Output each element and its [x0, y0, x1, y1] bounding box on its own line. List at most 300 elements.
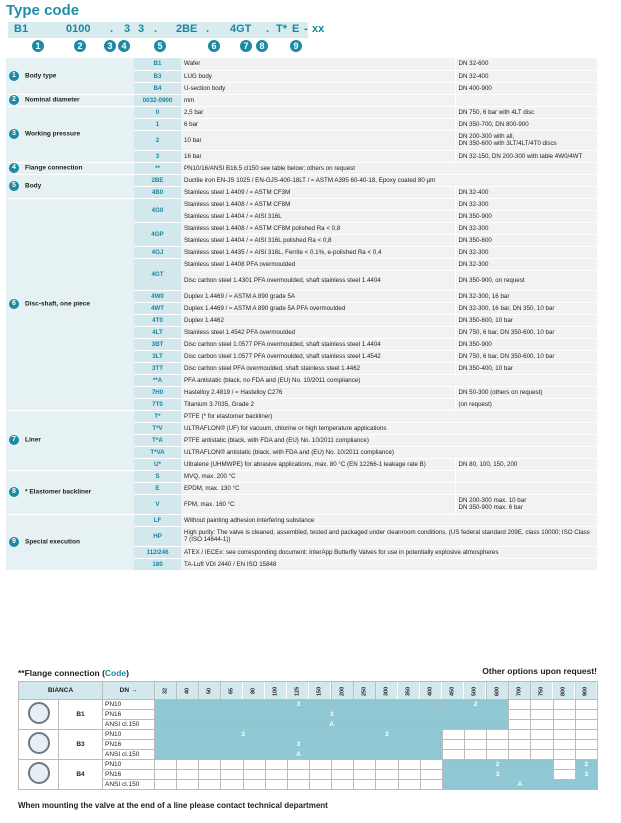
code-part: 4GT [230, 23, 252, 35]
flange-standard: ANSI cl.150 [103, 750, 155, 760]
option-description: Ductile iron EN-JS 1025 / EN-GJS-400-18LT / ≈ ASTM A395 60-40-18, Epoxy coated 80 µm [181, 174, 597, 186]
option-dn-range: DN 32-400 [455, 70, 597, 82]
group-label-text: Liner [25, 436, 41, 444]
code-number-badge: 1 [32, 40, 44, 52]
empty-cell [575, 720, 597, 730]
other-options-note: Other options upon request! [482, 666, 597, 676]
empty-cell [243, 770, 265, 780]
code-part: . [206, 23, 210, 35]
empty-cell [487, 740, 509, 750]
option-dn-range: DN 200-300 max. 10 bar DN 350-900 max. 6 bar [455, 494, 597, 514]
option-description: ULTRAFLON® (UF) for vacuum, chlorine or high temperature applications [181, 422, 597, 434]
dn-header: DN → [103, 682, 155, 700]
option-description: Titanium 3.7035, Grade 2 [181, 398, 455, 410]
group-number-badge: 1 [9, 71, 19, 81]
option-description: High purity: The valve is cleaned, assembled, tested and packaged under cleanroom conditions. (US federal standard 209E, class 10000; ISO Class 7 (ISO 14644-1)) [181, 526, 597, 546]
empty-cell [531, 750, 553, 760]
empty-cell [487, 730, 509, 740]
option-code: 4W0 [134, 290, 181, 302]
dn-value: 50 [199, 682, 221, 700]
flange-row [19, 770, 598, 780]
empty-cell [509, 750, 531, 760]
dn-value: 150 [309, 682, 331, 700]
option-code: B1 [134, 58, 181, 70]
option-code: HP [134, 526, 181, 546]
option-code: 3BT [134, 338, 181, 350]
option-dn-range: DN 400-900 [455, 82, 597, 94]
table-row [6, 58, 597, 70]
option-description: Disc carbon steel 1.4301 PFA overmoulded, shaft stainless steel 1.4404 [181, 270, 455, 290]
model-name: B1 [59, 700, 103, 730]
empty-cell [531, 740, 553, 750]
group-number-badge: 5 [9, 181, 19, 191]
empty-cell [442, 730, 464, 740]
code-part: . [266, 23, 270, 35]
empty-cell [553, 750, 575, 760]
option-description: FPM, max. 160 °C [181, 494, 455, 514]
group-number-badge: 3 [9, 129, 19, 139]
option-description: Disc carbon steel PFA overmoulded, shaft stainless steel 1.4462 [181, 362, 455, 374]
table-row [6, 106, 597, 118]
option-description: MVQ, max. 200 °C [181, 470, 455, 482]
empty-cell [487, 750, 509, 760]
empty-cell [177, 760, 199, 770]
flange-code-bar: 3 [575, 770, 597, 780]
option-code: U* [134, 458, 181, 470]
code-part: T* [276, 23, 287, 35]
empty-cell [332, 770, 354, 780]
code-number-badge: 8 [256, 40, 268, 52]
code-number-badge: 4 [118, 40, 130, 52]
butterfly-valve-icon [28, 762, 50, 784]
flange-standard: ANSI cl.150 [103, 720, 155, 730]
empty-cell [221, 780, 243, 790]
empty-cell [464, 740, 486, 750]
butterfly-valve-icon [28, 702, 50, 724]
option-description: mm [181, 94, 455, 106]
dn-value: 200 [332, 682, 354, 700]
empty-cell [221, 770, 243, 780]
flange-code-bar: 2 [332, 730, 443, 740]
code-part: B1 [14, 23, 29, 35]
option-description: Ultralene (UHMWPE) for abrasive applications, max. 80 °C (EN 12266-1 leakage rate B) [181, 458, 455, 470]
group-number-badge: 8 [9, 487, 19, 497]
dn-value: 750 [531, 682, 553, 700]
option-code: 4LT [134, 326, 181, 338]
empty-cell [531, 710, 553, 720]
empty-cell [420, 760, 442, 770]
flange-code-bar: 3 [442, 770, 553, 780]
empty-cell [309, 770, 331, 780]
empty-cell [243, 760, 265, 770]
flange-row [19, 760, 598, 770]
option-dn-range: DN 200-300 with all, DN 350-600 with 3LT/4LT/4T0 discs [455, 130, 597, 150]
empty-cell [553, 740, 575, 750]
dn-value: 400 [420, 682, 442, 700]
empty-cell [221, 760, 243, 770]
option-code: T*V [134, 422, 181, 434]
flange-standard: PN16 [103, 740, 155, 750]
option-description: Stainless steel 1.4408 / ≈ ASTM CF8M [181, 198, 455, 210]
code-number-badge: 9 [290, 40, 302, 52]
empty-cell [398, 760, 420, 770]
option-code: S [134, 470, 181, 482]
empty-cell [243, 780, 265, 790]
option-description: Stainless steel 1.4404 / ≈ AISI 316L polished Ra < 0,8 [181, 234, 455, 246]
dn-value: 40 [177, 682, 199, 700]
flange-code-bar: A [155, 750, 443, 760]
empty-cell [376, 760, 398, 770]
dn-value: 350 [398, 682, 420, 700]
option-description: Without painting adhesion interfering substance [181, 514, 597, 526]
group-label [6, 174, 134, 198]
empty-cell [509, 710, 531, 720]
empty-cell [442, 750, 464, 760]
option-description: Duplex 1.4469 / ≈ ASTM A 890 grade 5A PFA overmoulded [181, 302, 455, 314]
empty-cell [575, 700, 597, 710]
option-dn-range: DN 350-900 [455, 338, 597, 350]
flange-standard: PN16 [103, 710, 155, 720]
empty-cell [287, 770, 309, 780]
option-code: 3LT [134, 350, 181, 362]
empty-cell [531, 730, 553, 740]
group-label-text: Flange connection [25, 164, 83, 172]
option-code: 112/246 [134, 546, 181, 558]
group-label-text: * Elastomer backliner [25, 488, 92, 496]
brand-header: BIANCA [19, 682, 103, 700]
option-code: 4B0 [134, 186, 181, 198]
option-description: Duplex 1.4469 / ≈ ASTM A 890 grade 5A [181, 290, 455, 302]
option-description: U-section body [181, 82, 455, 94]
flange-code-bar: 3 [155, 710, 509, 720]
dn-value: 80 [243, 682, 265, 700]
dn-value: 800 [553, 682, 575, 700]
empty-cell [420, 770, 442, 780]
option-code: 2BE [134, 174, 181, 186]
group-number-badge: 7 [9, 435, 19, 445]
empty-cell [509, 700, 531, 710]
option-dn-range: DN 32-400 [455, 186, 597, 198]
code-number-badge: 6 [208, 40, 220, 52]
option-code: 2 [134, 130, 181, 150]
table-row [6, 198, 597, 210]
option-code: 180 [134, 558, 181, 570]
option-code: 1 [134, 118, 181, 130]
table-row [6, 174, 597, 186]
option-code: B4 [134, 82, 181, 94]
empty-cell [420, 780, 442, 790]
option-dn-range: DN 32-300 [455, 246, 597, 258]
option-code: 7T0 [134, 398, 181, 410]
empty-cell [155, 780, 177, 790]
empty-cell [575, 740, 597, 750]
empty-cell [553, 710, 575, 720]
option-dn-range: DN 50-300 (others on request) [455, 386, 597, 398]
flange-code-bar: 2 [442, 700, 508, 710]
option-code: 4WT [134, 302, 181, 314]
flange-header-row [19, 682, 598, 700]
option-description: Stainless steel 1.4435 / ≈ AISI 316L, Ferrite < 0.1%, e-polished Ra < 0,4 [181, 246, 455, 258]
option-dn-range [455, 470, 597, 482]
empty-cell [464, 730, 486, 740]
type-code-bar [8, 22, 325, 38]
code-part: . [154, 23, 158, 35]
empty-cell [509, 730, 531, 740]
option-dn-range: DN 750, 6 bar with 4LT disc [455, 106, 597, 118]
dn-value: 700 [509, 682, 531, 700]
group-label-text: Special execution [25, 538, 80, 546]
group-label-text: Nominal diameter [25, 96, 80, 104]
option-code: **A [134, 374, 181, 386]
group-label [6, 94, 134, 106]
option-description: Duplex 1.4462 [181, 314, 455, 326]
table-row [6, 94, 597, 106]
footer-note: When mounting the valve at the end of a line please contact technical department [18, 801, 328, 810]
empty-cell [509, 740, 531, 750]
empty-cell [332, 760, 354, 770]
code-number-badge: 2 [74, 40, 86, 52]
option-code: 4GT [134, 258, 181, 290]
option-dn-range [455, 482, 597, 494]
flange-code-bar: 3 [155, 730, 332, 740]
option-description: Stainless steel 1.4404 / ≈ AISI 316L [181, 210, 455, 222]
code-number-badge: 7 [240, 40, 252, 52]
table-row [6, 410, 597, 422]
code-number-badge: 3 [104, 40, 116, 52]
option-dn-range: DN 80, 100, 150, 200 [455, 458, 597, 470]
option-dn-range: DN 350-400, 10 bar [455, 362, 597, 374]
option-dn-range: DN 32-300, 16 bar [455, 290, 597, 302]
group-number-badge: 9 [9, 537, 19, 547]
empty-cell [354, 760, 376, 770]
option-dn-range: DN 750, 6 bar, DN 350-600, 10 bar [455, 350, 597, 362]
group-label [6, 198, 134, 410]
empty-cell [553, 770, 575, 780]
model-name: B3 [59, 730, 103, 760]
group-label [6, 470, 134, 514]
option-description: 16 bar [181, 150, 455, 162]
option-code: 0032-0900 [134, 94, 181, 106]
option-description: Stainless steel 1.4409 / ≈ ASTM CF3M [181, 186, 455, 198]
option-description: Stainless steel 1.4408 / ≈ ASTM CF8M polished Ra < 0,8 [181, 222, 455, 234]
valve-icon [19, 760, 59, 790]
empty-cell [354, 770, 376, 780]
empty-cell [531, 720, 553, 730]
flange-code-bar: A [155, 720, 509, 730]
dn-value: 500 [464, 682, 486, 700]
dn-value: 300 [376, 682, 398, 700]
empty-cell [332, 780, 354, 790]
empty-cell [464, 750, 486, 760]
option-code: T*VA [134, 446, 181, 458]
option-dn-range: DN 750, 6 bar, DN 350-600, 10 bar [455, 326, 597, 338]
group-label-text: Working pressure [25, 130, 81, 138]
option-code: 3 [134, 150, 181, 162]
option-code: T* [134, 410, 181, 422]
empty-cell [553, 700, 575, 710]
flange-row [19, 730, 598, 740]
flange-code-bar: 2 [575, 760, 597, 770]
empty-cell [354, 780, 376, 790]
flange-row [19, 710, 598, 720]
option-description: Stainless steel 1.4408 PFA overmoulded [181, 258, 455, 270]
option-code: E [134, 482, 181, 494]
group-label [6, 162, 134, 174]
option-description: PTFE (* for elastomer backliner) [181, 410, 597, 422]
option-description: Hastelloy 2.4819 / ≈ Hastelloy C276 [181, 386, 455, 398]
empty-cell [309, 780, 331, 790]
option-dn-range: DN 32-150, DN 200-300 with table 4W0/4WT [455, 150, 597, 162]
flange-standard: PN10 [103, 700, 155, 710]
flange-row [19, 750, 598, 760]
flange-row [19, 780, 598, 790]
flange-code-bar: 3 [155, 700, 443, 710]
empty-cell [575, 710, 597, 720]
model-name: B4 [59, 760, 103, 790]
dn-value: 125 [287, 682, 309, 700]
dn-value: 450 [442, 682, 464, 700]
code-part: 3 [138, 23, 145, 35]
option-code: 7H0 [134, 386, 181, 398]
empty-cell [177, 780, 199, 790]
table-row [6, 514, 597, 526]
option-code: ** [134, 162, 181, 174]
option-dn-range: DN 350-900 [455, 210, 597, 222]
option-description: 6 bar [181, 118, 455, 130]
flange-code-bar: 2 [442, 760, 553, 770]
page-title: Type code [6, 2, 80, 19]
empty-cell [265, 770, 287, 780]
flange-connection-title: **Flange connection (Code) [18, 668, 129, 678]
option-dn-range: DN 350-600 [455, 234, 597, 246]
table-row [6, 162, 597, 174]
group-label [6, 410, 134, 470]
option-code: 0 [134, 106, 181, 118]
option-description: ATEX / IECEx: see corresponding document: InterApp Butterfly Valves for use in potentially explosive atmospheres [181, 546, 597, 558]
option-description: PN10/16/ANSI B16.5 cl150 see table below; others on request [181, 162, 597, 174]
code-part: E [292, 23, 300, 35]
dn-value: 65 [221, 682, 243, 700]
flange-row [19, 700, 598, 710]
empty-cell [177, 770, 199, 780]
empty-cell [265, 780, 287, 790]
option-code: 4GP [134, 222, 181, 246]
option-dn-range: DN 32-300, 16 bar, DN 350, 10 bar [455, 302, 597, 314]
type-code-table [6, 58, 597, 571]
option-code: B3 [134, 70, 181, 82]
empty-cell [287, 780, 309, 790]
flange-standard: ANSI cl.150 [103, 780, 155, 790]
empty-cell [531, 700, 553, 710]
code-number-badge: 5 [154, 40, 166, 52]
group-number-badge: 2 [9, 95, 19, 105]
option-code: 3TT [134, 362, 181, 374]
option-description: PFA antistatic (black, no FDA and (EU) No. 10/2011 compliance) [181, 374, 597, 386]
group-label [6, 514, 134, 570]
option-code: V [134, 494, 181, 514]
option-dn-range: DN 32-600 [455, 58, 597, 70]
option-dn-range: DN 32-300 [455, 222, 597, 234]
option-description: LUG body [181, 70, 455, 82]
group-label-text: Disc-shaft, one piece [25, 300, 91, 308]
dn-value: 32 [155, 682, 177, 700]
option-description: PTFE antistatic (black, with FDA and (EU) No. 10/2011 compliance) [181, 434, 597, 446]
option-dn-range: DN 350-600, 10 bar [455, 314, 597, 326]
empty-cell [376, 780, 398, 790]
valve-icon [19, 730, 59, 760]
option-code: 4T0 [134, 314, 181, 326]
butterfly-valve-icon [28, 732, 50, 754]
empty-cell [155, 770, 177, 780]
empty-cell [553, 730, 575, 740]
dn-value: 100 [265, 682, 287, 700]
empty-cell [265, 760, 287, 770]
option-description: 2,5 bar [181, 106, 455, 118]
option-dn-range: DN 350-700, DN 800-900 [455, 118, 597, 130]
option-description: Wafer [181, 58, 455, 70]
empty-cell [553, 720, 575, 730]
empty-cell [509, 720, 531, 730]
flange-row [19, 740, 598, 750]
option-code: LF [134, 514, 181, 526]
option-dn-range: DN 32-300 [455, 258, 597, 270]
empty-cell [199, 760, 221, 770]
code-part: 2BE [176, 23, 198, 35]
option-code: T*A [134, 434, 181, 446]
group-label [6, 58, 134, 94]
empty-cell [199, 770, 221, 780]
empty-cell [309, 760, 331, 770]
option-description: Disc carbon steel 1.0577 PFA overmoulded, shaft stainless steel 1.4404 [181, 338, 455, 350]
valve-icon [19, 700, 59, 730]
empty-cell [575, 750, 597, 760]
option-description: Disc carbon steel 1.0577 PFA overmoulded, shaft stainless steel 1.4542 [181, 350, 455, 362]
empty-cell [575, 730, 597, 740]
flange-row [19, 720, 598, 730]
option-description: EPDM, max. 130 °C [181, 482, 455, 494]
group-number-badge: 4 [9, 163, 19, 173]
flange-code-bar: A [442, 780, 597, 790]
option-description: TA-Luft VDI 2440 / EN ISO 15848 [181, 558, 597, 570]
option-dn-range: (on request) [455, 398, 597, 410]
group-label [6, 106, 134, 162]
flange-standard: PN10 [103, 730, 155, 740]
option-description: ULTRAFLON® antistatic (black, with FDA and (EU) No. 10/2011 compliance) [181, 446, 597, 458]
flange-standard: PN16 [103, 770, 155, 780]
empty-cell [376, 770, 398, 780]
empty-cell [398, 770, 420, 780]
option-description: 10 bar [181, 130, 455, 150]
code-part: 0100 [66, 23, 91, 35]
empty-cell [553, 760, 575, 770]
empty-cell [287, 760, 309, 770]
option-description: Stainless steel 1.4542 PFA overmoulded [181, 326, 455, 338]
option-dn-range: DN 32-300 [455, 198, 597, 210]
group-number-badge: 6 [9, 299, 19, 309]
dn-value: 900 [575, 682, 597, 700]
option-dn-range: DN 350-900, on request [455, 270, 597, 290]
empty-cell [398, 780, 420, 790]
group-label-text: Body type [25, 72, 57, 80]
dn-value: 250 [354, 682, 376, 700]
code-part: xx [312, 23, 325, 35]
flange-connection-table [18, 681, 598, 790]
group-label-text: Body [25, 182, 42, 190]
flange-code-bar: 3 [155, 740, 443, 750]
code-part: - [304, 23, 308, 35]
empty-cell [199, 780, 221, 790]
code-part: 3 [124, 23, 131, 35]
